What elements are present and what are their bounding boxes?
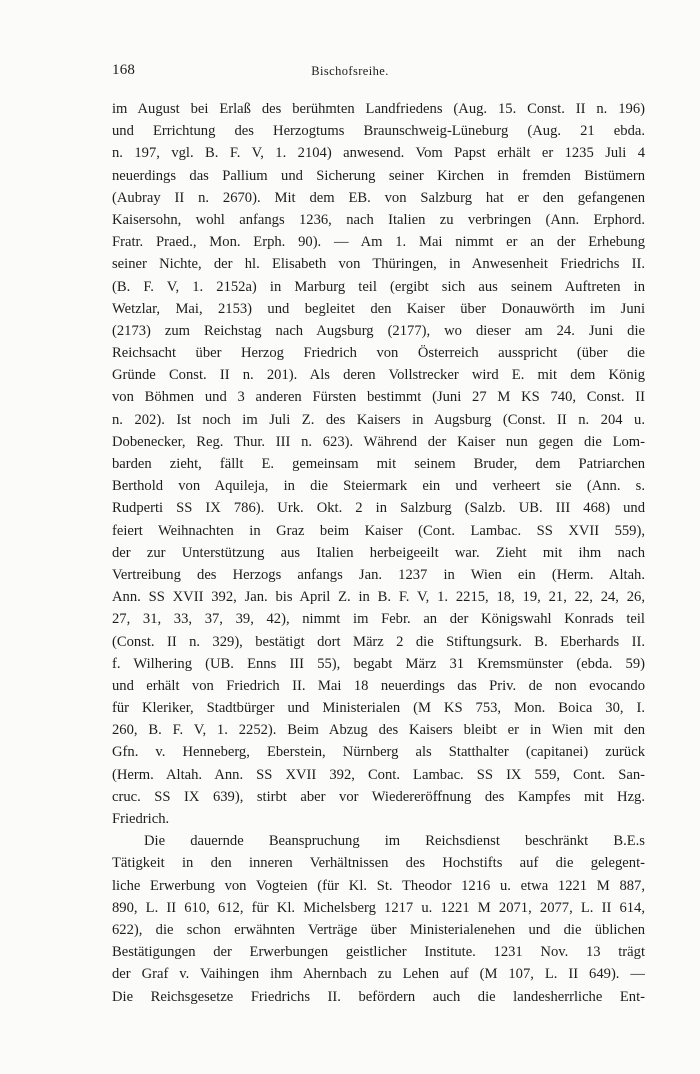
text-line: und Errichtung des Herzogtums Braunschweig-Lüneburg (Aug. 21 ebda. <box>112 123 645 140</box>
text-line: 27, 31, 33, 37, 39, 42), nimmt im Febr. an der Königswahl Konrads teil <box>112 611 645 628</box>
text-line: Gfn. v. Henneberg, Eberstein, Nürnberg als Statthalter (capitanei) zurück <box>112 744 645 761</box>
text-line: der Graf v. Vaihingen ihm Ahernbach zu Lehen auf (M 107, L. II 649). — <box>112 966 645 983</box>
text-line: Berthold von Aquileja, in die Steiermark ein und verheert sie (Ann. s. <box>112 478 645 495</box>
text-line: Dobenecker, Reg. Thur. III n. 623). Während der Kaiser nun gegen die Lom- <box>112 433 645 450</box>
text-line: Kaisersohn, wohl anfangs 1236, nach Italien zu verbringen (Ann. Erphord. <box>112 211 645 228</box>
text-line: Gründe Const. II n. 201). Als deren Vollstrecker wird E. mit dem König <box>112 367 645 384</box>
text-line: im August bei Erlaß des berühmten Landfriedens (Aug. 15. Const. II n. 196) <box>112 101 645 117</box>
text-line: liche Erwerbung von Vogteien (für Kl. St. Theodor 1216 u. etwa 1221 M 887, <box>112 877 645 894</box>
text-line: (Herm. Altah. Ann. SS XVII 392, Cont. Lambac. SS IX 559, Cont. San- <box>112 766 645 783</box>
text-line: barden zieht, fällt E. gemeinsam mit seinem Bruder, dem Patriarchen <box>112 456 645 472</box>
text-line: Wetzlar, Mai, 2153) und begleitet den Kaiser über Donauwörth im Juni <box>112 300 645 317</box>
text-line: Fratr. Praed., Mon. Erph. 90). — Am 1. Mai nimmt er an der Erhebung <box>112 234 645 251</box>
text-line: und erhält von Friedrich II. Mai 18 neuerdings das Priv. de non evocando <box>112 677 645 694</box>
page-number: 168 <box>112 62 136 78</box>
text-line: (Const. II n. 329), bestätigt dort März 2 die Stiftungsurk. B. Eberhards II. <box>112 633 645 650</box>
text-line: Die Reichsgesetze Friedrichs II. befördern auch die landesherrliche Ent- <box>112 988 645 1005</box>
text-line: cruc. SS IX 639), stirbt aber vor Wiedereröffnung des Kampfes mit Hzg. <box>112 788 645 805</box>
text-line: Vertreibung des Herzogs anfangs Jan. 1237 in Wien ein (Herm. Altah. <box>112 566 645 583</box>
text-line: 622), die schon erwähnten Verträge über Ministerialenehen und die üblichen <box>112 921 645 938</box>
text-line: (B. F. V, 1. 2152a) in Marburg teil (ergibt sich aus seinem Auftreten in <box>112 278 645 295</box>
body-text <box>112 98 645 1008</box>
text-line: 890, L. II 610, 612, für Kl. Michelsberg 1217 u. 1221 M 2071, 2077, L. II 614, <box>112 899 645 916</box>
text-line: Ann. SS XVII 392, Jan. bis April Z. in B. F. V, 1. 2215, 18, 19, 21, 22, 24, 26, <box>112 589 645 606</box>
text-line: seiner Nichte, der hl. Elisabeth von Thüringen, in Anwesenheit Friedrichs II. <box>112 256 645 273</box>
text-line: Die dauernde Beanspruchung im Reichsdienst beschränkt B.E.s <box>144 833 645 850</box>
text-line: Friedrich. <box>112 811 170 827</box>
text-line: Reichsacht über Herzog Friedrich von Österreich ausspricht (über die <box>112 345 645 362</box>
running-title: Bischofsreihe. <box>311 64 389 78</box>
text-line: n. 197, vgl. B. F. V, 1. 2104) anwesend. Vom Papst erhält er 1235 Juli 4 <box>112 145 645 162</box>
text-line: n. 202). Ist noch im Juli Z. des Kaisers in Augsburg (Const. II n. 204 u. <box>112 411 645 428</box>
text-line: Bestätigungen der Erwerbungen geistlicher Institute. 1231 Nov. 13 trägt <box>112 944 645 961</box>
text-line: Tätigkeit in den inneren Verhältnissen des Hochstifts auf die gelegent- <box>112 855 645 872</box>
text-line: (Aubray II n. 2670). Mit dem EB. von Salzburg hat er den gefangenen <box>112 189 645 206</box>
text-line: der zur Unterstützung aus Italien herbeigeeilt war. Zieht mit ihm nach <box>112 544 645 561</box>
text-line: von Böhmen und 3 anderen Fürsten bestimmt (Juni 27 M KS 740, Const. II <box>112 389 645 406</box>
text-line: für Kleriker, Stadtbürger und Ministerialen (M KS 753, Mon. Boica 30, I. <box>112 700 645 717</box>
text-line: 260, B. F. V, 1. 2252). Beim Abzug des Kaisers bleibt er in Wien mit den <box>112 722 645 739</box>
text-line: feiert Weihnachten in Graz beim Kaiser (Cont. Lambac. SS XVII 559), <box>112 522 645 539</box>
text-line: (2173) zum Reichstag nach Augsburg (2177), wo dieser am 24. Juni die <box>112 322 645 339</box>
text-line: neuerdings das Pallium und Sicherung seiner Kirchen in fremden Bistümern <box>112 167 645 184</box>
text-line: f. Wilhering (UB. Enns III 55), begabt März 31 Kremsmünster (ebda. 59) <box>112 655 645 672</box>
text-line: Rudperti SS IX 786). Urk. Okt. 2 in Salzburg (Salzb. UB. III 468) und <box>112 500 645 517</box>
